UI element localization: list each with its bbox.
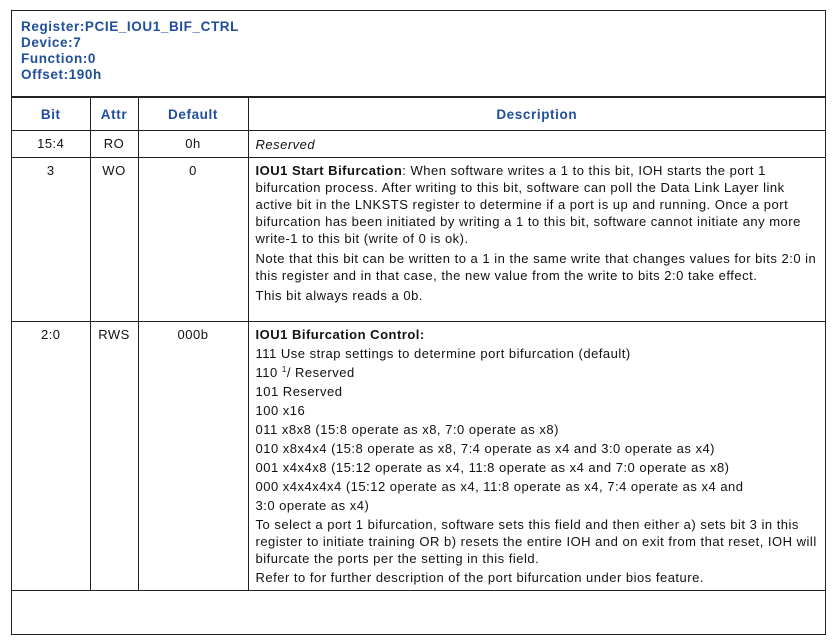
encoding-item: 000 x4x4x4x4 (15:12 operate as x4, 11:8 operate as x4, 7:4 operate as x4 and bbox=[255, 479, 744, 494]
encoding-item: 011 x8x8 (15:8 operate as x8, 7:0 operate as x8) bbox=[255, 422, 559, 437]
encoding-item: 101 Reserved bbox=[255, 384, 343, 399]
table-row bbox=[12, 322, 825, 591]
cell-description: Reserved bbox=[248, 131, 825, 158]
footnote-marker: 1 bbox=[281, 365, 287, 374]
description-text: : When software writes a 1 to this bit, IOH starts the port 1 bifurcation process. After writing to this bit, software can poll the Data Link Layer link active bit in the LNKSTS register to determine if a port is up and running. Once a port bifurcation has been initiated by writing a 1 to this bit, software cannot initiate any more write-1 to this bit (write of 0 is ok). bbox=[255, 163, 801, 246]
register-table bbox=[12, 97, 825, 591]
cell-description bbox=[248, 322, 825, 591]
description-paragraph bbox=[256, 162, 818, 247]
table-row bbox=[12, 158, 825, 322]
encoding-code: 110 bbox=[255, 365, 278, 380]
encoding-item: 111 Use strap settings to determine port bifurcation (default) bbox=[255, 346, 631, 361]
col-header-default: Default bbox=[138, 98, 248, 131]
register-frame bbox=[11, 10, 826, 635]
encoding-item bbox=[256, 364, 818, 381]
register-header bbox=[12, 11, 825, 97]
field-name: IOU1 Bifurcation Control: bbox=[255, 327, 425, 342]
cell-default: 0h bbox=[138, 131, 248, 158]
cell-attr: RWS bbox=[90, 322, 138, 591]
cell-attr: WO bbox=[90, 158, 138, 322]
description-note: Refer to for further description of the port bifurcation under bios feature. bbox=[255, 570, 704, 585]
encoding-item: 100 x16 bbox=[255, 403, 306, 418]
encoding-text: / Reserved bbox=[286, 365, 355, 380]
register-name: Register:PCIE_IOU1_BIF_CTRL bbox=[21, 19, 239, 34]
cell-description bbox=[248, 158, 825, 322]
description-note: Note that this bit can be written to a 1 in the same write that changes values for bits 2:0 in this register and in that case, the new value from the write to bits 2:0 take effect. bbox=[255, 251, 817, 283]
col-header-description: Description bbox=[248, 98, 825, 131]
cell-default: 0 bbox=[138, 158, 248, 322]
cell-attr: RO bbox=[90, 131, 138, 158]
cell-default: 000b bbox=[138, 322, 248, 591]
register-function: Function:0 bbox=[21, 51, 96, 66]
description-note: This bit always reads a 0b. bbox=[255, 288, 423, 303]
cell-bit: 2:0 bbox=[12, 322, 90, 591]
table-header-row bbox=[12, 98, 825, 131]
register-device: Device:7 bbox=[21, 35, 82, 50]
field-name: IOU1 Start Bifurcation bbox=[255, 163, 403, 178]
register-offset: Offset:190h bbox=[21, 67, 102, 82]
encoding-item: 001 x4x4x8 (15:12 operate as x4, 11:8 operate as x4 and 7:0 operate as x8) bbox=[255, 460, 730, 475]
encoding-item: 010 x8x4x4 (15:8 operate as x8, 7:4 operate as x4 and 3:0 operate as x4) bbox=[255, 441, 716, 456]
cell-bit: 15:4 bbox=[12, 131, 90, 158]
description-note: To select a port 1 bifurcation, software sets this field and then either a) sets bit 3 in this register to initiate training OR b) resets the entire IOH and on exit from that reset, IOH will bifurcate the ports per the setting in this field. bbox=[255, 517, 817, 566]
table-row bbox=[12, 131, 825, 158]
encoding-item: 3:0 operate as x4) bbox=[255, 498, 370, 513]
col-header-bit: Bit bbox=[12, 98, 90, 131]
cell-bit: 3 bbox=[12, 158, 90, 322]
col-header-attr: Attr bbox=[90, 98, 138, 131]
